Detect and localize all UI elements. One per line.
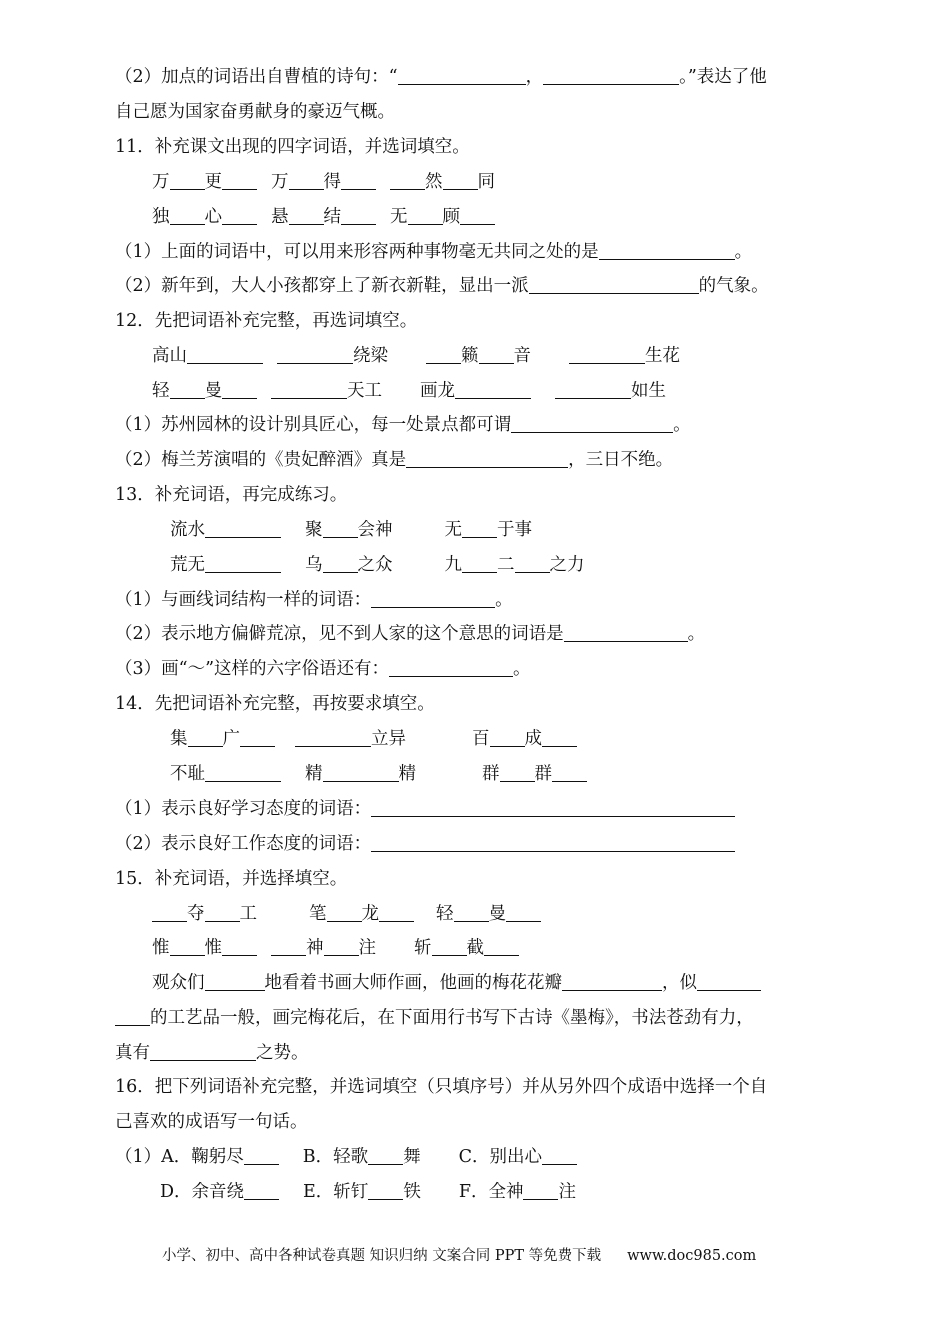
blank[interactable]: [490, 728, 525, 747]
blank[interactable]: [323, 519, 358, 538]
blank[interactable]: [484, 937, 519, 956]
blank[interactable]: [462, 554, 497, 573]
blank[interactable]: [371, 589, 495, 608]
blank[interactable]: [289, 171, 324, 190]
q13-row1: 流水 聚 会神 无 于事: [170, 520, 532, 540]
blank[interactable]: [426, 345, 461, 364]
blank[interactable]: [454, 903, 489, 922]
blank[interactable]: [150, 1042, 256, 1061]
blank[interactable]: [389, 658, 513, 677]
blank[interactable]: [455, 380, 531, 399]
blank[interactable]: [398, 66, 526, 85]
blank[interactable]: [205, 519, 281, 538]
blank[interactable]: [462, 519, 497, 538]
blank[interactable]: [205, 763, 281, 782]
blank[interactable]: [271, 380, 347, 399]
q14-row2: 不耻 精 精 群 群: [170, 761, 587, 787]
blank[interactable]: [152, 903, 187, 922]
blank[interactable]: [271, 937, 306, 956]
blank[interactable]: [506, 903, 541, 922]
q13-sub1: （1）与画线词结构一样的词语： 。: [115, 590, 513, 610]
blank[interactable]: [289, 206, 324, 225]
q15-row2: 惟 惟 神 注 斩 截: [152, 935, 519, 961]
blank[interactable]: [562, 972, 662, 991]
blank[interactable]: [170, 937, 205, 956]
q12-title: 12．先把词语补充完整，再选词填空。: [115, 311, 418, 331]
blank[interactable]: [697, 972, 761, 991]
blank[interactable]: [277, 345, 353, 364]
blank[interactable]: [564, 623, 688, 642]
q13-title: 13．补充词语，再完成练习。: [115, 485, 348, 505]
q15-title: 15．补充词语，并选择填空。: [115, 869, 348, 889]
blank[interactable]: [511, 414, 673, 433]
blank[interactable]: [170, 380, 205, 399]
q14-sub1: （1）表示良好学习态度的词语：: [115, 796, 735, 822]
blank[interactable]: [371, 833, 735, 852]
blank[interactable]: [222, 380, 257, 399]
q13-sub3: （3）画“～”这样的六字俗语还有： 。: [115, 659, 531, 679]
blank[interactable]: [500, 763, 535, 782]
blank[interactable]: [515, 554, 550, 573]
q16-line1: 16．把下列词语补充完整，并选词填空（只填序号）并从另外四个成语中选择一个自: [115, 1077, 768, 1097]
blank[interactable]: [205, 554, 281, 573]
blank[interactable]: [244, 1181, 279, 1200]
q15-para1: 观众们 地看着书画大师作画，他画的梅花花瓣 ，似: [152, 970, 761, 996]
q16-row1: （1）A．鞠躬尽 B．轻歌 舞 C．别出心: [115, 1144, 577, 1170]
q10-line2: 自己愿为国家奋勇献身的豪迈气概。: [115, 102, 395, 122]
q14-title: 14．先把词语补充完整，再按要求填空。: [115, 694, 435, 714]
blank[interactable]: [460, 206, 495, 225]
blank[interactable]: [170, 206, 205, 225]
q12-row2: 轻 曼 天工 画龙 如生: [152, 381, 666, 401]
blank[interactable]: [323, 763, 399, 782]
blank[interactable]: [341, 171, 376, 190]
blank[interactable]: [295, 728, 371, 747]
blank[interactable]: [115, 1007, 150, 1026]
q14-sub2: （2）表示良好工作态度的词语：: [115, 831, 735, 857]
q11-title: 11．补充课文出现的四字词语，并选词填空。: [115, 137, 470, 157]
blank[interactable]: [408, 206, 443, 225]
blank[interactable]: [569, 345, 645, 364]
q11-sub2: （2）新年到，大人小孩都穿上了新衣新鞋，显出一派 的气象。: [115, 276, 769, 296]
q11-sub1: （1）上面的词语中，可以用来形容两种事物毫无共同之处的是 。: [115, 242, 753, 262]
blank[interactable]: [432, 937, 467, 956]
blank[interactable]: [240, 728, 275, 747]
blank[interactable]: [205, 903, 240, 922]
blank[interactable]: [406, 449, 568, 468]
blank[interactable]: [170, 171, 205, 190]
q14-row1: 集 广 立异 百 成: [170, 726, 577, 752]
blank[interactable]: [529, 275, 699, 294]
blank[interactable]: [205, 972, 265, 991]
footer-url[interactable]: www.doc985.com: [627, 1248, 757, 1264]
blank[interactable]: [368, 1181, 403, 1200]
blank[interactable]: [371, 798, 735, 817]
blank[interactable]: [543, 66, 679, 85]
page-footer: 小学、初中、高中各种试卷真题 知识归纳 文案合同 PPT 等免费下载 www.doc985.com: [162, 1248, 757, 1264]
blank[interactable]: [244, 1146, 279, 1165]
blank[interactable]: [341, 206, 376, 225]
blank[interactable]: [523, 1181, 558, 1200]
blank[interactable]: [552, 763, 587, 782]
q11-row1: 万 更 万 得 然 同: [152, 172, 495, 192]
blank[interactable]: [555, 380, 631, 399]
blank[interactable]: [222, 171, 257, 190]
blank[interactable]: [443, 171, 478, 190]
q16-row2: D．余音绕 E．斩钉 铁 F．全神 注: [160, 1182, 576, 1202]
blank[interactable]: [479, 345, 514, 364]
blank[interactable]: [542, 1146, 577, 1165]
blank[interactable]: [222, 206, 257, 225]
blank[interactable]: [222, 937, 257, 956]
q15-para2: 的工艺品一般，画完梅花后，在下面用行书写下古诗《墨梅》，书法苍劲有力，: [115, 1005, 754, 1031]
blank[interactable]: [368, 1146, 403, 1165]
blank[interactable]: [327, 903, 362, 922]
q16-line2: 己喜欢的成语写一句话。: [115, 1112, 308, 1132]
q15-para3: 真有 之势。: [115, 1043, 309, 1063]
q12-row1: 高山 绕梁 籁 音 生花: [152, 346, 680, 366]
blank[interactable]: [323, 554, 358, 573]
q13-row2: 荒无 乌 之众 九 二 之力: [170, 555, 585, 575]
blank[interactable]: [188, 728, 223, 747]
blank[interactable]: [599, 241, 735, 260]
blank[interactable]: [187, 345, 263, 364]
blank[interactable]: [542, 728, 577, 747]
q12-sub2: （2）梅兰芳演唱的《贵妃醉酒》真是 ，三日不绝。: [115, 450, 674, 470]
q15-row1: 夺 工 笔 龙 轻 曼: [152, 901, 541, 927]
blank[interactable]: [379, 903, 414, 922]
q13-sub2: （2）表示地方偏僻荒凉，见不到人家的这个意思的词语是 。: [115, 624, 706, 644]
q10-line1: （2）加点的词语出自曹植的诗句：“ ， 。”表达了他: [115, 67, 767, 87]
blank[interactable]: [390, 171, 425, 190]
q12-sub1: （1）苏州园林的设计别具匠心，每一处景点都可谓 。: [115, 415, 691, 435]
q11-row2: 独 心 悬 结 无 顾: [152, 204, 495, 230]
blank[interactable]: [324, 937, 359, 956]
